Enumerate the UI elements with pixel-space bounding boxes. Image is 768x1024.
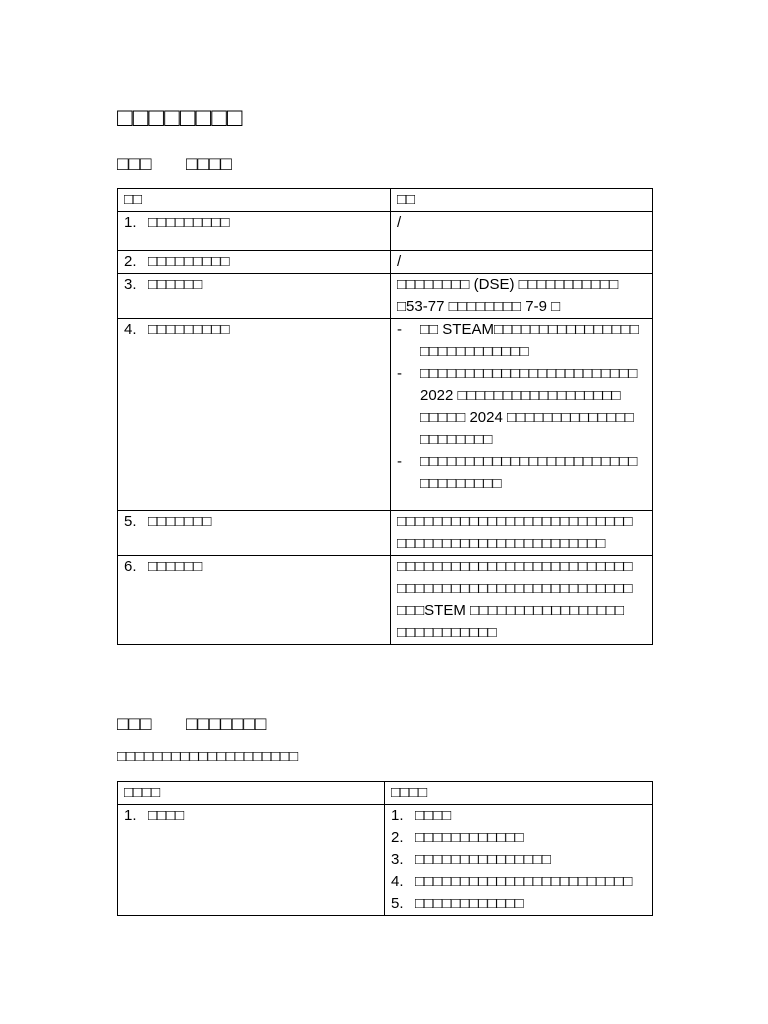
bullet-marker: -	[397, 453, 402, 470]
item-text: □□□□	[415, 807, 452, 824]
item-text: □□□□□□□□□□□□□□□	[415, 851, 551, 868]
item-text: □□□□□□□□□□□□	[415, 829, 524, 846]
section1-title: □□□□	[186, 154, 232, 175]
bullet-marker: -	[397, 365, 402, 382]
numbered-label	[124, 319, 384, 341]
numbered-label	[124, 805, 378, 827]
table-row	[118, 556, 653, 645]
value-line: □□□□□□□□□□□□□□□□□□□□□□□□□□	[397, 558, 633, 575]
numbered-label	[124, 511, 384, 533]
row-label-cell	[118, 805, 385, 916]
table-header-row	[118, 782, 653, 805]
list-item	[391, 893, 646, 915]
item-text: □□□□□□□□□□□□	[415, 895, 524, 912]
item-number: 1.	[391, 807, 404, 824]
row-value-cell	[391, 251, 653, 274]
item-number: 3.	[124, 276, 137, 293]
row-label-cell	[118, 511, 391, 556]
bullet-marker: -	[397, 321, 402, 338]
bullet-line: □□□□□□□□□	[420, 475, 502, 492]
item-number: 2.	[391, 829, 404, 846]
section2-paragraph: □□□□□□□□□□□□□□□□□□□□	[117, 748, 299, 765]
bullet-item	[397, 363, 646, 451]
row-label-cell	[118, 556, 391, 645]
bullet-line: □□□□□□□□□□□□□□□□□□□□□□□□	[420, 453, 638, 470]
bullet-line: 2022 □□□□□□□□□□□□□□□□□□	[420, 387, 621, 404]
table-row	[118, 212, 653, 251]
list-item	[391, 871, 646, 893]
bullet-line: □□ STEAM□□□□□□□□□□□□□□□□	[420, 321, 639, 338]
item-number: 3.	[391, 851, 404, 868]
bullet-line: □□□□□□□□□□□□□□□□□□□□□□□□	[420, 365, 638, 382]
table-header-cell: □□□□	[118, 782, 385, 805]
row-value-cell	[391, 212, 653, 251]
bullet-line: □□□□□□□□	[420, 431, 493, 448]
section2-title: □□□□□□□	[186, 714, 267, 735]
numbered-label	[124, 212, 384, 234]
info-table	[117, 188, 653, 645]
item-label: □□□□□□	[148, 558, 203, 575]
item-number: 1.	[124, 214, 137, 231]
row-label-cell	[118, 274, 391, 319]
numbered-label	[124, 251, 384, 273]
row-value-cell	[391, 274, 653, 319]
bullet-line: □□□□□□□□□□□□	[420, 343, 529, 360]
section2-number: □□□	[117, 714, 152, 735]
item-label: □□□□□□□	[148, 513, 212, 530]
row-value-cell	[391, 556, 653, 645]
value-line: □□□□□□□□□□□□□□□□□□□□□□□	[397, 535, 606, 552]
list-item	[391, 827, 646, 849]
item-number: 1.	[124, 807, 137, 824]
item-label: □□□□□□□□□	[148, 253, 230, 270]
item-label: □□□□	[148, 807, 185, 824]
document-title: □□□□□□□□	[117, 102, 243, 132]
row-label-cell	[118, 212, 391, 251]
value-line: □□□□□□□□ (DSE) □□□□□□□□□□□	[397, 276, 619, 293]
table-header-cell: □□□□	[385, 782, 653, 805]
list-table	[117, 781, 653, 916]
table-row	[118, 319, 653, 511]
bullet-item	[397, 319, 646, 363]
table-header-cell: □□	[118, 189, 391, 212]
value-line: □53-77 □□□□□□□□ 7-9 □	[397, 298, 561, 315]
row-value-cell	[385, 805, 653, 916]
row-label-cell	[118, 251, 391, 274]
value-line: □□□□□□□□□□□	[397, 624, 497, 641]
row-label-cell	[118, 319, 391, 511]
section1-number: □□□	[117, 154, 152, 175]
value-line: □□□STEM □□□□□□□□□□□□□□□□□	[397, 602, 625, 619]
list-item	[391, 849, 646, 871]
item-label: □□□□□□	[148, 276, 203, 293]
table-header-row	[118, 189, 653, 212]
row-value-cell	[391, 319, 653, 511]
item-label: □□□□□□□□□	[148, 214, 230, 231]
item-number: 5.	[124, 513, 137, 530]
list-item	[391, 805, 646, 827]
table-row	[118, 511, 653, 556]
item-text: □□□□□□□□□□□□□□□□□□□□□□□□	[415, 873, 633, 890]
value-line: □□□□□□□□□□□□□□□□□□□□□□□□□□	[397, 580, 633, 597]
value-line: /	[397, 214, 402, 231]
bullet-item	[397, 451, 646, 495]
item-number: 5.	[391, 895, 404, 912]
item-number: 4.	[391, 873, 404, 890]
numbered-label	[124, 556, 384, 578]
item-number: 6.	[124, 558, 137, 575]
item-number: 2.	[124, 253, 137, 270]
table-row	[118, 274, 653, 319]
item-number: 4.	[124, 321, 137, 338]
bullet-line: □□□□□ 2024 □□□□□□□□□□□□□□	[420, 409, 634, 426]
value-line: /	[397, 253, 402, 270]
numbered-label	[124, 274, 384, 296]
value-line: □□□□□□□□□□□□□□□□□□□□□□□□□□	[397, 513, 633, 530]
item-label: □□□□□□□□□	[148, 321, 230, 338]
table-header-cell: □□	[391, 189, 653, 212]
table-row	[118, 805, 653, 916]
row-value-cell	[391, 511, 653, 556]
table-row	[118, 251, 653, 274]
